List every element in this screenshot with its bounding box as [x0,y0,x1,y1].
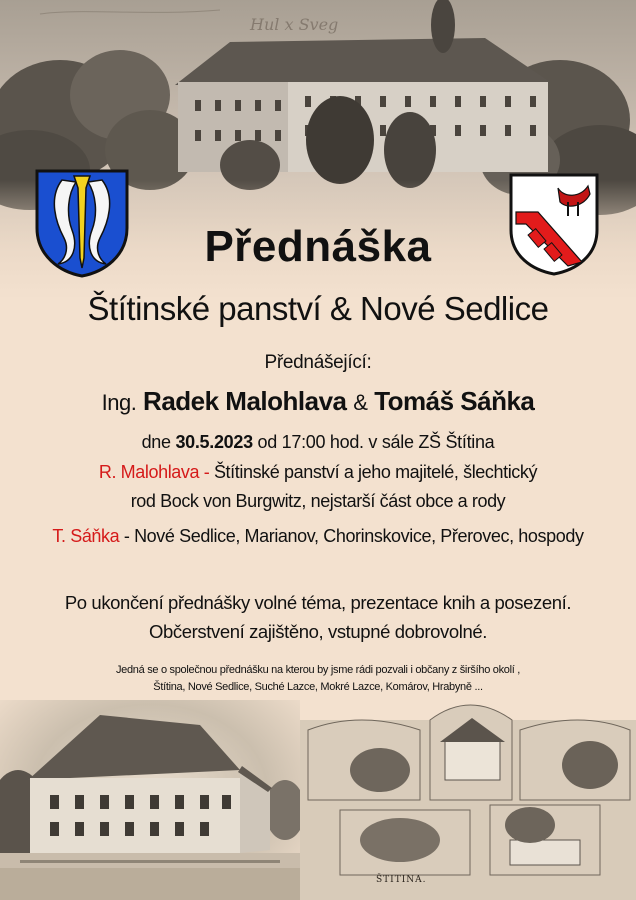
postcard-collage [300,690,636,900]
topic-speaker: T. Sáňka [52,526,120,546]
event-date-line [0,432,636,453]
lecturer-title-prefix: Ing. [101,390,137,415]
closing-line2: Občerstvení zajištěno, vstupné dobrovolné. [149,621,487,642]
event-date: 30.5.2023 [175,432,253,452]
topic-malohlava [0,458,636,516]
topic-separator: - [123,526,130,546]
lecturer-first: Radek Malohlava [143,386,347,416]
svg-text:Hul x Sveg: Hul x Sveg [250,15,339,34]
topic-sanka [0,522,636,551]
poster-subtitle: Štítinské panství & Nové Sedlice [87,290,549,327]
topic-separator: - [203,462,210,482]
lecturer-ampersand: & [353,390,368,415]
topic-text-line1: Nové Sedlice, Marianov, Chorinskovice, Přerovec, hospody [134,526,584,546]
invite-line1: Jedná se o společnou přednášku na kterou by jsme rádi pozvali i občany z širšího okolí , [115,664,521,676]
event-date-pre: dne [141,432,171,452]
event-time-place: od 17:00 hod. v sále ZŠ Štítina [257,432,495,452]
topic-speaker: R. Malohlava [98,462,200,482]
old-house-photo [0,700,300,900]
invite-line2: Štítina, Nové Sedlice, Suché Lazce, Mokré Lazce, Komárov, Hrabyně ... [153,681,483,693]
postcard-label: ŠTITINA. [376,875,427,885]
poster-title: Přednáška [204,222,432,271]
old-house-illustration [0,700,300,900]
postcard-illustration [300,690,636,900]
lecturer-names [0,386,636,417]
lecturers-label: Přednášející: [264,352,372,373]
topic-text-line2: rod Bock von Burgwitz, nejstarší část obce a rody [130,491,506,511]
topic-text-line1: Štítinské panství a jeho majitelé, šlechtický [213,462,538,482]
closing-text [0,588,636,646]
closing-line1: Po ukončení přednášky volné téma, prezentace knih a posezení. [64,592,572,613]
lecturer-second: Tomáš Sáňka [374,386,535,416]
